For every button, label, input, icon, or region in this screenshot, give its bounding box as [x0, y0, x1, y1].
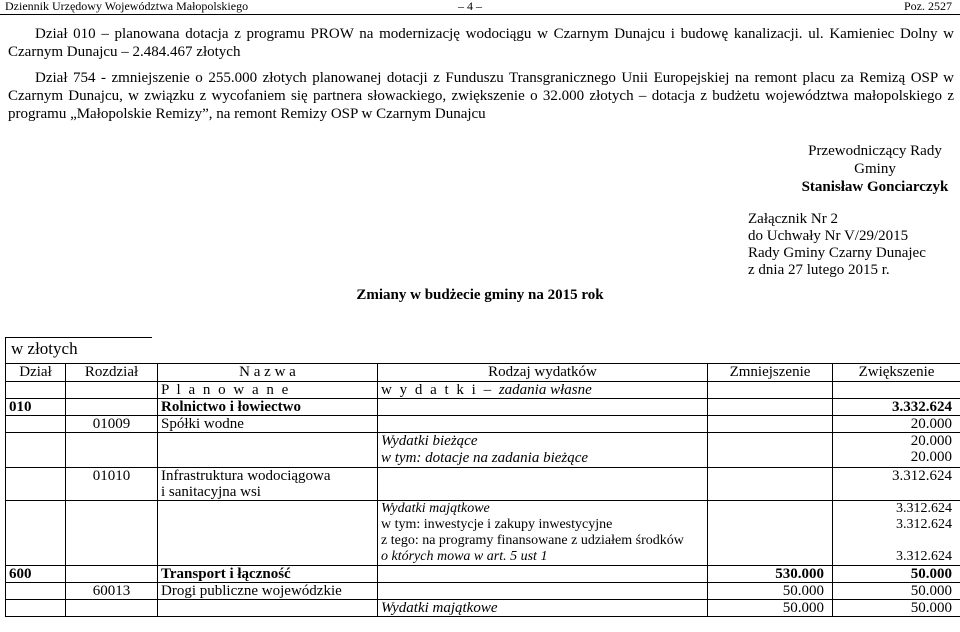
attachment-resolution: do Uchwały Nr V/29/2015 [748, 228, 909, 244]
cell-rozdzial: 01009 [66, 416, 158, 433]
table-row [6, 566, 960, 583]
cell-rodzaj-line: w tym: inwestycje i zakupy inwestycyjne [381, 517, 613, 532]
cell-rodzaj-line: z tego: na programy finansowane z udziałem środków [381, 533, 684, 548]
cell-rozdzial: 60013 [66, 583, 158, 600]
cell-zmniejszenie: 530.000 [708, 566, 833, 583]
unit-box [5, 337, 152, 364]
cell-nazwa: Spółki wodne [158, 416, 378, 433]
page-number: – 4 – [458, 0, 482, 13]
cell-zwiekszenie: 3.312.624 [896, 501, 952, 516]
cell-nazwa: Rolnictwo i łowiectwo [158, 399, 378, 416]
journal-name: Dziennik Urzędowy Województwa Małopolskiego [5, 0, 249, 13]
col-header-nazwa: N a z w a [158, 364, 378, 382]
table-subheader-row [6, 382, 960, 399]
subheader-zadania: zadania własne [498, 382, 592, 398]
cell-zwiekszenie: 3.312.624 [896, 517, 952, 532]
table-row [6, 468, 960, 501]
table-row [6, 600, 960, 617]
col-header-zmniejszenie: Zmniejszenie [708, 364, 833, 382]
cell-zwiekszenie: 20.000 [910, 433, 952, 449]
cell-zmniejszenie: 50.000 [708, 600, 833, 617]
table-row [6, 416, 960, 433]
signature-name: Stanisław Gonciarczyk [801, 179, 949, 195]
cell-zwiekszenie: 3.332.624 [833, 399, 960, 416]
table-row [6, 501, 960, 566]
signature-role: Przewodniczący Rady Gminy [808, 143, 942, 177]
unit-label: w złotych [11, 339, 78, 358]
cell-nazwa: i sanitacyjna wsi [161, 484, 261, 500]
table-header-row [6, 364, 960, 382]
table-row [6, 433, 960, 468]
subheader-wydatki: w y d a t k i – [381, 382, 499, 398]
cell-zwiekszenie: 3.312.624 [896, 549, 952, 564]
page-header [0, 0, 960, 13]
cell-zwiekszenie: 20.000 [833, 416, 960, 433]
signature-block [790, 142, 960, 196]
cell-zmniejszenie: 50.000 [708, 583, 833, 600]
budget-table [5, 363, 960, 617]
cell-rodzaj-line: o których mowa w art. 5 ust 1 [381, 549, 548, 564]
cell-zwiekszenie: 3.312.624 [833, 468, 960, 501]
cell-rodzaj-line: Wydatki majątkowe [381, 501, 490, 516]
attachment-block [748, 211, 926, 279]
cell-rodzaj-line: w tym: dotacje na zadania bieżące [381, 450, 589, 466]
attachment-council: Rady Gminy Czarny Dunajec [748, 245, 926, 261]
paragraph-dzial-754: Dział 754 - zmniejszenie o 255.000 złotych planowanej dotacji z Funduszu Transgranicznego Unii Europejskiej na remont placu za Remizą OSP w Czarnym Dunajcu, w związku z wycofaniem się partnera słowackiego, zwiększenie o 32.000 złotych – dotacja z budżetu województwa małopolskiego z programu „Małopolskie Remizy”, na remont Remizy OSP w Czarnym Dunajcu [8, 70, 954, 122]
cell-nazwa: Drogi publiczne wojewódzkie [158, 583, 378, 600]
cell-rodzaj: Wydatki majątkowe [378, 600, 708, 617]
col-header-zwiekszenie: Zwiększenie [833, 364, 960, 382]
attachment-number: Załącznik Nr 2 [748, 211, 838, 227]
cell-zwiekszenie: 50.000 [833, 566, 960, 583]
cell-nazwa: Transport i łączność [158, 566, 378, 583]
attachment-date: z dnia 27 lutego 2015 r. [748, 262, 890, 278]
document-title: Zmiany w budżecie gminy na 2015 rok [356, 287, 604, 303]
col-header-rodzaj: Rodzaj wydatków [378, 364, 708, 382]
cell-dzial: 600 [6, 566, 66, 583]
cell-zwiekszenie: 20.000 [910, 449, 952, 465]
table-row [6, 583, 960, 600]
subheader-planowane: P l a n o w a n e [161, 382, 291, 398]
col-header-rozdzial: Rozdział [66, 364, 158, 382]
cell-zwiekszenie: 50.000 [833, 583, 960, 600]
cell-nazwa: Infrastruktura wodociągowa [161, 468, 331, 484]
cell-rozdzial: 01010 [66, 468, 158, 501]
cell-zwiekszenie: 50.000 [833, 600, 960, 617]
position-number: Poz. 2527 [904, 0, 952, 13]
table-row [6, 399, 960, 416]
col-header-dzial: Dział [6, 364, 66, 382]
header-divider [0, 14, 960, 15]
cell-dzial: 010 [6, 399, 66, 416]
cell-rodzaj-line: Wydatki bieżące [381, 433, 478, 449]
paragraph-dzial-010: Dział 010 – planowana dotacja z programu PROW na modernizację wodociągu w Czarnym Dunajcu i budowę kanalizacji. ul. Kamieniec Dolny w Czarnym Dunajcu – 2.484.467 złotych [8, 26, 954, 60]
